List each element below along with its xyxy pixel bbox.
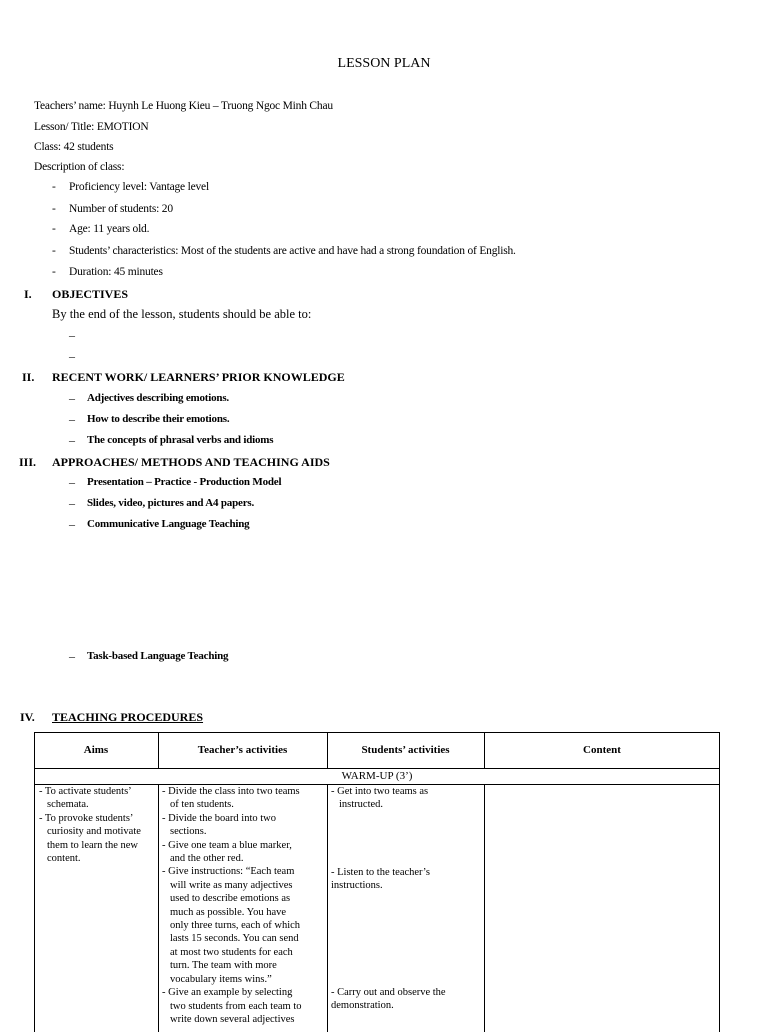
table-border	[327, 784, 328, 1032]
lesson-title: Lesson/ Title: EMOTION	[34, 121, 149, 133]
stage-label: WARM-UP (3’)	[341, 770, 413, 782]
list-item: Communicative Language Teaching	[87, 518, 250, 530]
empty-bullet: –	[69, 475, 75, 489]
list-item: Proficiency level: Vantage level	[69, 181, 209, 193]
class-description-label: Description of class:	[34, 161, 125, 173]
list-item: Duration: 45 minutes	[69, 266, 163, 278]
list-bullet: -	[52, 223, 56, 235]
section-heading-approaches: APPROACHES/ METHODS AND TEACHING AIDS	[52, 455, 330, 469]
column-header-students-activities: Students’ activities	[361, 744, 450, 756]
section-number: III.	[19, 455, 37, 469]
empty-bullet: –	[69, 328, 75, 342]
students-activities-cell: - Get into two teams as instructed.	[331, 786, 429, 811]
column-header-content: Content	[583, 744, 621, 756]
teacher-activities-cell: - Divide the class into two teams of ten students. - Divide the board into two sections. - Give one team a blue marker, and the other red. - Give instructions: “Each team will write as many adjectives used to describe emotions as much as possible. You have only three turns, each of which lasts 15 seconds. You can send at most two students for each turn. The team with more vocabulary items wins.” - Give an example by selecting two students from each team to write down several adjectives	[162, 786, 302, 1025]
section-heading-procedures: TEACHING PROCEDURES	[52, 710, 204, 724]
list-bullet: -	[52, 266, 56, 278]
aims-cell: - To activate students’ schemata. - To provoke students’ curiosity and motivate them to learn the new content.	[39, 786, 141, 865]
empty-bullet: –	[69, 517, 75, 531]
section-heading-objectives: OBJECTIVES	[52, 287, 129, 301]
procedures-table	[34, 732, 720, 1032]
empty-bullet: –	[69, 649, 75, 663]
list-item: Age: 11 years old.	[69, 223, 150, 235]
section-number: IV.	[20, 710, 35, 724]
list-item: Task-based Language Teaching	[87, 650, 229, 662]
list-item: The concepts of phrasal verbs and idioms	[87, 434, 274, 446]
section-number: I.	[24, 287, 32, 301]
students-activities-cell: - Carry out and observe the demonstration.	[331, 987, 446, 1012]
column-header-teacher-activities: Teacher’s activities	[197, 744, 288, 756]
section-heading-prior-knowledge: RECENT WORK/ LEARNERS’ PRIOR KNOWLEDGE	[52, 370, 345, 384]
list-bullet: -	[52, 203, 56, 215]
empty-bullet: –	[69, 391, 75, 405]
list-item: Number of students: 20	[69, 203, 173, 215]
empty-bullet: –	[69, 496, 75, 510]
list-item: Adjectives describing emotions.	[87, 392, 229, 404]
students-activities-cell: - Listen to the teacher’s instructions.	[331, 867, 430, 892]
teachers-name: Teachers’ name: Huynh Le Huong Kieu – Truong Ngoc Minh Chau	[34, 100, 333, 112]
section-number: II.	[22, 370, 35, 384]
objectives-intro: By the end of the lesson, students should be able to:	[52, 307, 312, 321]
list-bullet: -	[52, 245, 56, 257]
table-border	[158, 784, 159, 1032]
class-size: Class: 42 students	[34, 141, 114, 153]
table-border	[484, 784, 485, 1032]
list-item: How to describe their emotions.	[87, 413, 230, 425]
page-title: LESSON PLAN	[337, 56, 431, 71]
empty-bullet: –	[69, 349, 75, 363]
list-item: Presentation – Practice - Production Model	[87, 476, 282, 488]
column-header-aims: Aims	[83, 744, 109, 756]
list-item: Slides, video, pictures and A4 papers.	[87, 497, 255, 509]
list-bullet: -	[52, 181, 56, 193]
list-item: Students’ characteristics: Most of the students are active and have had a strong foundation of English.	[69, 245, 516, 257]
empty-bullet: –	[69, 433, 75, 447]
empty-bullet: –	[69, 412, 75, 426]
